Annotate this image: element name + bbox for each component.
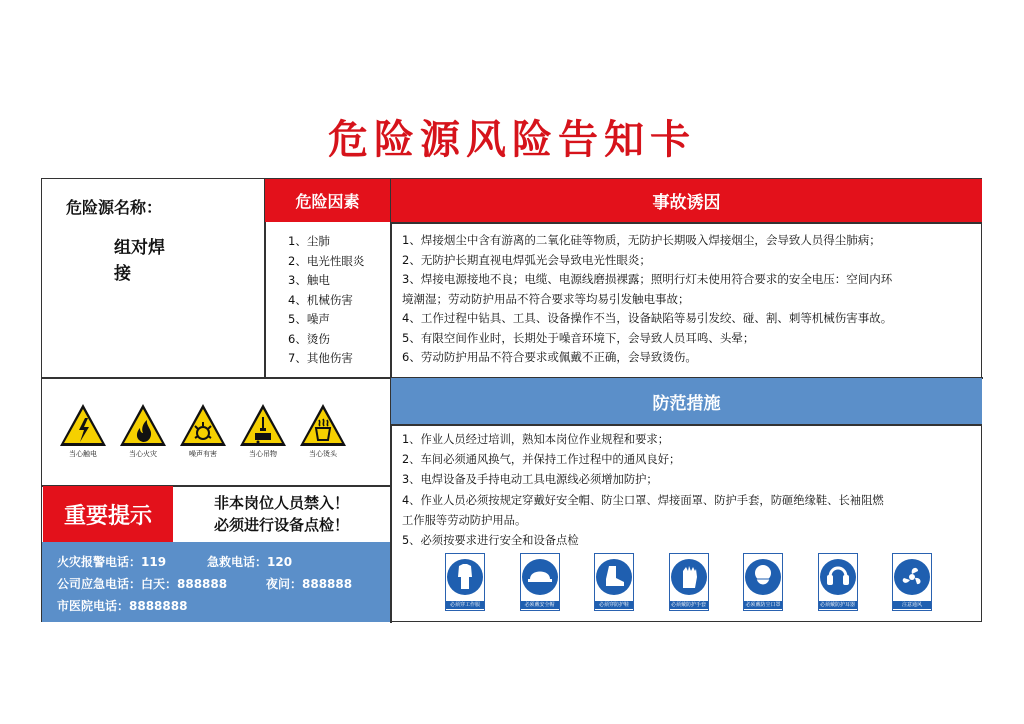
ppe-sign [892,553,932,611]
warning-signs-row [42,378,390,485]
causes-list [402,231,892,368]
notice-line-1: 非本岗位人员禁入！ [213,494,349,512]
measures-header: 防范措施 [391,378,982,424]
ppe-sign-caption: 必须穿工作服 [446,601,484,609]
warning-sign-caption: 噪声有害 [189,450,217,458]
factor-item: 3、触电 [288,273,330,287]
hazard-name-label: 危险源名称： [66,198,163,217]
notice-label: 重要提示 [43,486,173,542]
ppe-sign-caption: 必须穿防护鞋 [595,601,633,609]
factors-list [288,232,364,369]
safety-helmet-icon [520,557,560,597]
causes-header: 事故诱因 [391,179,982,222]
factor-item: 2、电光性眼炎 [288,253,365,268]
measure-item: 5、必须按要求进行安全和设备点检 [402,534,579,548]
measure-item: 4、作业人员必须按规定穿戴好安全帽、防尘口罩、焊接面罩、防护手套，防砸绝缘鞋、长袖阻燃 [402,493,884,507]
measures-list [402,430,884,551]
ppe-sign-caption: 注意通风 [893,601,931,609]
cause-item: 3、焊接电源接地不良；电缆、电源线磨损裸露；照明行灯未使用符合要求的安全电压：空间内环 [402,272,893,286]
noise-warning-icon [178,402,228,448]
factor-item: 5、噪声 [288,312,330,326]
ppe-sign-caption: 必须戴防护耳器 [819,602,855,608]
factor-item: 1、尘肺 [288,234,330,248]
warning-sign-caption: 当心吊物 [249,450,277,458]
dust-mask-icon [743,557,783,597]
ppe-sign [445,553,485,611]
hazard-name-value: 组对焊接 [114,238,165,284]
notice-line-2: 必须进行设备点检！ [213,516,349,534]
hospital-phone: 市医院电话：8888888 [57,599,188,613]
hanging-load-warning-icon [238,402,288,448]
measure-item: 工作服等劳动防护用品。 [402,513,527,527]
measure-item: 1、作业人员经过培训，熟知本岗位作业规程和要求； [402,433,670,446]
cause-item: 5、有限空间作业时，长期处于噪音环境下，会导致人员耳鸣、头晕； [402,330,755,345]
measure-item: 3、电焊设备及手持电动工具电源线必须增加防护； [402,473,658,487]
ventilation-icon [892,557,932,597]
cause-item: 境潮湿；劳动防护用品不符合要求等均易引发触电事故； [402,291,690,306]
measure-item: 2、车间必须通风换气，并保持工作过程中的通风良好； [402,453,681,467]
warning-sign-caption: 当心烫头 [309,450,337,458]
fire-warning-icon [118,402,168,448]
ppe-sign-caption: 必须戴安全帽 [521,601,559,609]
warning-sign-caption: 当心触电 [69,450,97,458]
contacts-panel [42,542,390,622]
warning-sign [178,402,228,459]
cause-item: 1、焊接烟尘中含有游离的二氧化硅等物质，无防护长期吸入焊接烟尘，会导致人员得尘肺病； [402,233,881,247]
ppe-sign [669,553,709,611]
warning-sign [238,402,288,459]
cause-item: 4、工作过程中钻具、工具、设备操作不当，设备缺陷等易引发绞、碰、割、刺等机械伤害事故。 [402,311,893,325]
factors-header: 危险因素 [265,179,390,222]
electric-shock-warning-icon [58,402,108,448]
burn-warning-icon [298,402,348,448]
protective-gloves-icon [669,557,709,597]
factor-item: 7、其他伤害 [288,351,353,365]
company-day-phone: 公司应急电话：白天：888888 [57,577,228,591]
cause-item: 6、劳动防护用品不符合要求或佩戴不正确，会导致烫伤。 [402,350,697,364]
work-clothes-icon [445,557,485,597]
ppe-sign [818,553,858,611]
ppe-signs-row [391,551,982,619]
ppe-sign-caption: 必须戴防尘口罩 [745,602,781,608]
ppe-sign [743,553,783,611]
emergency-phone: 急救电话：120 [207,555,293,569]
risk-notice-card [41,178,982,622]
factor-item: 4、机械伤害 [288,292,353,307]
ear-protector-icon [818,557,858,597]
warning-sign [118,402,168,459]
factor-item: 6、烫伤 [288,331,330,346]
warning-sign-caption: 当心火灾 [129,450,157,458]
warning-sign [58,402,108,459]
company-night-phone: 夜问：888888 [266,577,353,591]
warning-sign [298,402,348,459]
ppe-sign [594,553,634,611]
ppe-sign [520,553,560,611]
protective-shoes-icon [594,557,634,597]
ppe-sign-caption: 必须戴防护手套 [670,602,706,608]
cause-item: 2、无防护长期直视电焊弧光会导致电光性眼炎； [402,252,651,267]
page-title: 危险源风险告知卡 [328,117,696,163]
fire-alarm-phone: 火灾报警电话：119 [57,555,167,569]
